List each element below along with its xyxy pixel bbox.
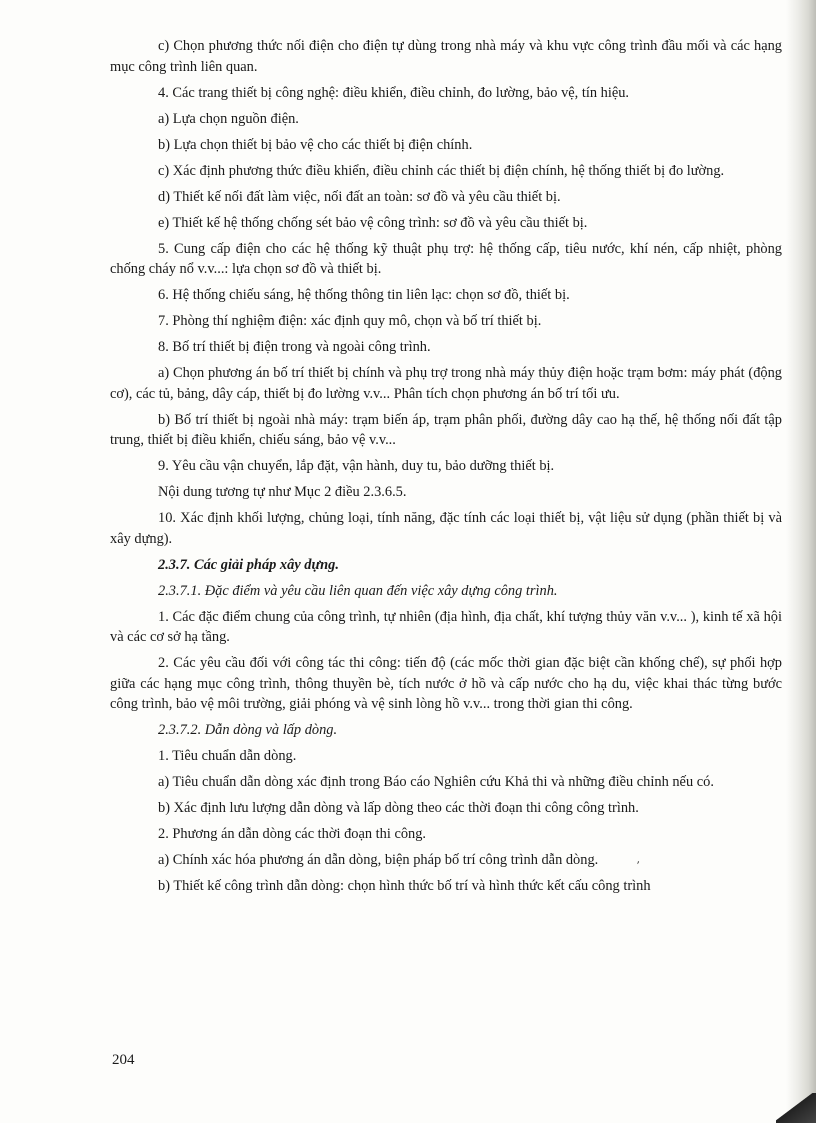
paragraph-item-4d: d) Thiết kế nối đất làm việc, nối đất an toàn: sơ đồ và yêu cầu thiết bị.	[158, 188, 561, 205]
paragraph-item-8: 8. Bố trí thiết bị điện trong và ngoài công trình.	[158, 339, 431, 355]
paragraph-item-10: 10. Xác định khối lượng, chủng loại, tính năng, đặc tính các loại thiết bị, vật liệu sử dụng (phần thiết bị và xây dựng).	[110, 510, 782, 547]
paragraph-item-4c: c) Xác định phương thức điều khiển, điều chỉnh các thiết bị điện chính, hệ thống thiết bị đo lường.	[158, 162, 725, 179]
paragraph-diversion-standard-b: b) Xác định lưu lượng dẫn dòng và lấp dòng theo các thời đoạn thi công công trình.	[158, 800, 639, 816]
subsection-heading-2-3-7-1: 2.3.7.1. Đặc điểm và yêu cầu liên quan đến việc xây dựng công trình.	[158, 582, 558, 599]
section-heading-2-3-7: 2.3.7. Các giải pháp xây dựng.	[158, 556, 339, 573]
paragraph-construction-requirements: 2. Các yêu cầu đối với công tác thi công: tiến độ (các mốc thời gian đặc biệt cần khống chế), sự phối hợp giữa các hạng mục công trình, thông thuyền bè, tích nước ở hồ và cấp nước cho hạ du, việc khai thác từng bước công trình, bảo vệ môi trường, giải phóng và vệ sinh lòng hồ v.v... trong thời gian thi công.	[110, 655, 782, 712]
paragraph-diversion-standard-a: a) Tiêu chuẩn dẫn dòng xác định trong Báo cáo Nghiên cứu Khả thi và những điều chỉnh nếu có.	[158, 774, 714, 790]
paragraph-item-8a: a) Chọn phương án bố trí thiết bị chính và phụ trợ trong nhà máy thủy điện hoặc trạm bơm: máy phát (động cơ), các tủ, bảng, dây cáp, thiết bị đo lường v.v... Phân tích chọn phương án bố trí tối ưu.	[110, 365, 782, 402]
paragraph-general-features: 1. Các đặc điểm chung của công trình, tự nhiên (địa hình, địa chất, khí tượng thủy văn v.v... ), kinh tế xã hội và các cơ sở hạ tầng.	[110, 608, 782, 645]
paragraph-item-8b: b) Bố trí thiết bị ngoài nhà máy: trạm biến áp, trạm phân phối, đường dây cao hạ thế, hệ thống nối đất tập trung, thiết bị điều khiển, chiếu sáng, bảo vệ v.v...	[110, 411, 782, 448]
body-text	[110, 36, 782, 902]
paragraph-diversion-plan: 2. Phương án dẫn dòng các thời đoạn thi công.	[158, 826, 427, 842]
scan-speck: '	[633, 858, 641, 872]
paragraph-item-4: 4. Các trang thiết bị công nghệ: điều khiển, điều chỉnh, đo lường, bảo vệ, tín hiệu.	[158, 84, 630, 101]
paragraph-item-4a: a) Lựa chọn nguồn điện.	[158, 110, 299, 127]
paragraph-item-4e: e) Thiết kế hệ thống chống sét bảo vệ công trình: sơ đồ và yêu cầu thiết bị.	[158, 214, 588, 231]
paragraph-item-6: 6. Hệ thống chiếu sáng, hệ thống thông tin liên lạc: chọn sơ đồ, thiết bị.	[158, 287, 570, 303]
paragraph-diversion-standard: 1. Tiêu chuẩn dẫn dòng.	[158, 748, 297, 764]
page-number: 204	[112, 1052, 135, 1068]
page-corner-shadow	[776, 1093, 816, 1123]
paragraph-diversion-plan-b: b) Thiết kế công trình dẫn dòng: chọn hình thức bố trí và hình thức kết cấu công trình	[158, 878, 651, 894]
paragraph-electric-self-use: c) Chọn phương thức nối điện cho điện tự dùng trong nhà máy và khu vực công trình đầu mối và các hạng mục công trình liên quan.	[110, 38, 782, 75]
paragraph-item-5: 5. Cung cấp điện cho các hệ thống kỹ thuật phụ trợ: hệ thống cấp, tiêu nước, khí nén, cấp nhiệt, phòng chống cháy nổ v.v...: lựa chọn sơ đồ và thiết bị.	[110, 240, 782, 277]
subsection-heading-2-3-7-2: 2.3.7.2. Dẫn dòng và lấp dòng.	[158, 722, 338, 738]
paragraph-item-9-note: Nội dung tương tự như Mục 2 điều 2.3.6.5.	[158, 484, 407, 500]
paragraph-item-4b: b) Lựa chọn thiết bị bảo vệ cho các thiết bị điện chính.	[158, 136, 473, 153]
paragraph-item-7: 7. Phòng thí nghiệm điện: xác định quy mô, chọn và bố trí thiết bị.	[158, 313, 542, 329]
book-binding-shadow	[786, 0, 816, 1123]
paragraph-diversion-plan-a: a) Chính xác hóa phương án dẫn dòng, biện pháp bố trí công trình dẫn dòng.	[158, 852, 599, 868]
paragraph-item-9: 9. Yêu cầu vận chuyển, lắp đặt, vận hành, duy tu, bảo dưỡng thiết bị.	[158, 458, 555, 474]
